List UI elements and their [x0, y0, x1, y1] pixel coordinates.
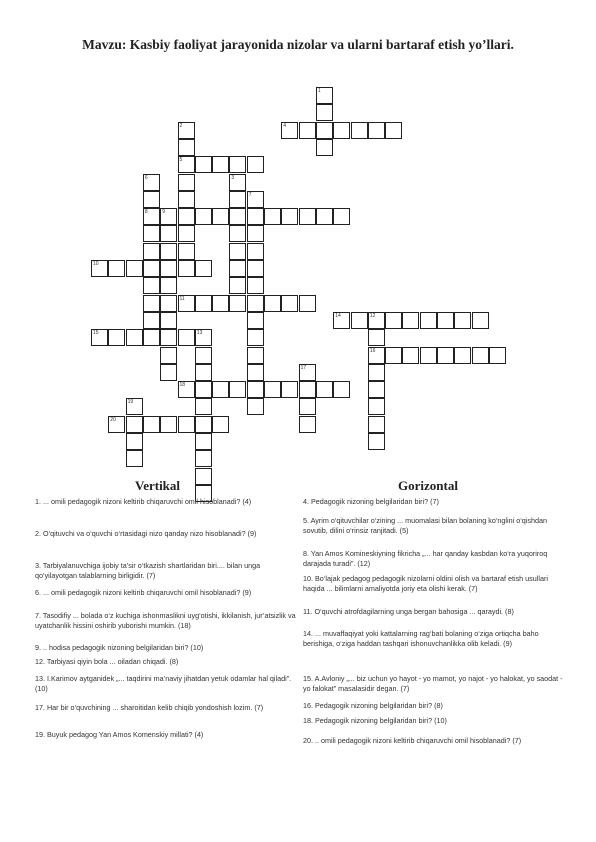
grid-cell[interactable]	[333, 208, 350, 225]
grid-cell[interactable]	[247, 295, 264, 312]
grid-cell[interactable]	[299, 381, 316, 398]
grid-cell[interactable]	[437, 347, 454, 364]
grid-cell[interactable]	[402, 312, 419, 329]
grid-cell[interactable]	[229, 208, 246, 225]
grid-cell[interactable]	[368, 347, 385, 364]
grid-cell[interactable]	[143, 329, 160, 346]
grid-cell[interactable]	[195, 450, 212, 467]
grid-cell[interactable]	[229, 156, 246, 173]
vertical-clue-12: 12. Tarbiyasi qiyin bola ... oiladan chiqadi. (8)	[35, 657, 179, 666]
grid-cell[interactable]	[126, 398, 143, 415]
horizontal-heading: Gorizontal	[398, 478, 458, 493]
grid-cell[interactable]	[195, 398, 212, 415]
grid-cell[interactable]	[195, 468, 212, 485]
grid-cell[interactable]	[299, 398, 316, 415]
clue-number: 6	[144, 174, 148, 181]
vertical-clue-19: 19. Buyuk pedagog Yan Amos Komenskiy millati? (4)	[35, 730, 204, 739]
grid-cell[interactable]	[472, 347, 489, 364]
clue-number: 1	[317, 88, 321, 94]
grid-cell[interactable]	[160, 416, 177, 433]
grid-cell[interactable]	[143, 416, 160, 433]
grid-cell[interactable]	[368, 312, 385, 329]
grid-cell[interactable]	[108, 329, 125, 346]
vertical-clue-6: 6. ... omili pedagogik nizoni keltirib chiqaruvchi omil hisoblanadi? (9)	[35, 588, 252, 597]
grid-cell[interactable]	[143, 191, 160, 208]
grid-cell[interactable]	[143, 260, 160, 277]
grid-cell[interactable]	[160, 208, 177, 225]
grid-cell[interactable]	[281, 381, 298, 398]
grid-cell[interactable]	[212, 416, 229, 433]
clue-number: 11	[179, 295, 185, 302]
grid-cell[interactable]	[299, 122, 316, 139]
grid-cell[interactable]	[247, 277, 264, 294]
grid-cell[interactable]	[264, 381, 281, 398]
grid-cell[interactable]	[299, 364, 316, 381]
grid-cell[interactable]	[195, 416, 212, 433]
grid-cell[interactable]	[299, 208, 316, 225]
grid-cell[interactable]	[143, 295, 160, 312]
grid-cell[interactable]	[178, 156, 195, 173]
grid-cell[interactable]	[489, 347, 506, 364]
grid-cell[interactable]	[178, 122, 195, 139]
horizontal-clue-20: 20. .. omili pedagogik nizoni keltirib chiqaruvchi omil hisoblanadi? (7)	[303, 736, 522, 745]
grid-cell[interactable]	[178, 139, 195, 156]
grid-cell[interactable]	[247, 381, 264, 398]
grid-cell[interactable]	[316, 381, 333, 398]
grid-cell[interactable]	[333, 312, 350, 329]
grid-cell[interactable]	[316, 208, 333, 225]
clue-number: 18	[179, 382, 186, 389]
grid-cell[interactable]	[316, 87, 333, 104]
grid-cell[interactable]	[385, 122, 402, 139]
horizontal-clue-5: 5. Ayrim o‘qituvchilar o‘zining ... muomalasi bilan bolaning ko‘nglini o‘qishdan sovutib, dilini o‘rinsiz ranjitadi. (5)	[303, 516, 547, 535]
vertical-clue-3: 3. Tarbiyalanuvchiga ijobiy ta’sir o‘tkazish shartlaridan biri.... bilan unga qo‘yilayotgan talablarning birligidir. (7)	[35, 561, 261, 580]
grid-cell[interactable]	[143, 312, 160, 329]
grid-cell[interactable]	[160, 277, 177, 294]
grid-cell[interactable]	[108, 416, 125, 433]
clue-number: 2	[179, 122, 183, 129]
grid-cell[interactable]	[247, 225, 264, 242]
grid-cell[interactable]	[247, 312, 264, 329]
grid-cell[interactable]	[420, 347, 437, 364]
grid-cell[interactable]	[368, 381, 385, 398]
clue-number: 7	[248, 191, 252, 198]
grid-cell[interactable]	[178, 225, 195, 242]
grid-cell[interactable]	[368, 433, 385, 450]
grid-cell[interactable]	[229, 191, 246, 208]
vertical-clue-13: 13. I.Karimov aytganidek „... taqdirini ma’naviy jihatdan yetuk odamlar hal qiladi”. (10)	[35, 674, 292, 693]
grid-cell[interactable]	[126, 450, 143, 467]
grid-cell[interactable]	[178, 381, 195, 398]
grid-cell[interactable]	[160, 347, 177, 364]
grid-cell[interactable]	[247, 364, 264, 381]
grid-cell[interactable]	[229, 174, 246, 191]
horizontal-clue-11: 11. O‘quvchi atrofdagilarning unga bergan bahosiga ... qaraydi. (8)	[303, 607, 514, 616]
grid-cell[interactable]	[160, 295, 177, 312]
clue-number: 19	[127, 399, 134, 406]
grid-cell[interactable]	[178, 416, 195, 433]
grid-cell[interactable]	[178, 208, 195, 225]
grid-cell[interactable]	[368, 416, 385, 433]
grid-cell[interactable]	[333, 122, 350, 139]
grid-cell[interactable]	[281, 122, 298, 139]
grid-cell[interactable]	[143, 174, 160, 191]
grid-cell[interactable]	[178, 260, 195, 277]
grid-cell[interactable]	[195, 295, 212, 312]
grid-cell[interactable]	[229, 277, 246, 294]
vertical-clue-7: 7. Tasodifiy ... bolada o‘z kuchiga ishonmaslikni uyg‘otishi, ikkilanish, jur’atsizlik va uyatchanlik hissini oshirib yuborishi mumkin. (18)	[35, 611, 296, 630]
grid-cell[interactable]	[143, 277, 160, 294]
grid-cell[interactable]	[299, 295, 316, 312]
grid-cell[interactable]	[178, 174, 195, 191]
grid-cell[interactable]	[160, 225, 177, 242]
grid-cell[interactable]	[195, 381, 212, 398]
grid-cell[interactable]	[437, 312, 454, 329]
horizontal-clue-10: 10. Bo‘lajak pedagog pedagogik nizolarni oldini olish va bartaraf etish usullari haqida ... bilimlarni amaliyotda joriy eta olishi kerak. (7)	[303, 574, 548, 593]
grid-cell[interactable]	[316, 139, 333, 156]
grid-cell[interactable]	[247, 260, 264, 277]
grid-cell[interactable]	[247, 191, 264, 208]
horizontal-clue-18: 18. Pedagogik nizoning belgilaridan biri? (10)	[303, 716, 447, 725]
grid-cell[interactable]	[178, 191, 195, 208]
grid-cell[interactable]	[160, 260, 177, 277]
vertical-clue-2: 2. O‘qituvchi va o‘quvchi o‘rtasidagi nizo qanday nizo hisoblanadi? (9)	[35, 529, 257, 538]
clue-number: 14	[335, 312, 341, 319]
grid-cell[interactable]	[195, 364, 212, 381]
grid-cell[interactable]	[264, 295, 281, 312]
grid-cell[interactable]	[229, 295, 246, 312]
grid-cell[interactable]	[212, 295, 229, 312]
grid-cell[interactable]	[454, 347, 471, 364]
grid-cell[interactable]	[160, 329, 177, 346]
grid-cell[interactable]	[247, 329, 264, 346]
grid-cell[interactable]	[143, 225, 160, 242]
grid-cell[interactable]	[368, 122, 385, 139]
grid-cell[interactable]	[143, 243, 160, 260]
clue-number: 8	[144, 209, 148, 216]
grid-cell[interactable]	[472, 312, 489, 329]
grid-cell[interactable]	[229, 381, 246, 398]
grid-cell[interactable]	[281, 295, 298, 312]
vertical-heading: Vertikal	[135, 478, 181, 493]
grid-cell[interactable]	[351, 122, 368, 139]
grid-cell[interactable]	[368, 364, 385, 381]
grid-cell[interactable]	[316, 122, 333, 139]
grid-cell[interactable]	[316, 104, 333, 121]
grid-cell[interactable]	[195, 260, 212, 277]
clue-number: 17	[300, 364, 307, 371]
clue-number: 5	[179, 157, 183, 164]
grid-cell[interactable]	[420, 312, 437, 329]
grid-cell[interactable]	[195, 329, 212, 346]
grid-cell[interactable]	[212, 156, 229, 173]
horizontal-clue-8: 8. Yan Amos Komineskiyning fikricha „... har qanday kasbdan ko‘ra yuqoriroq darajada turadi”. (12)	[303, 549, 548, 568]
horizontal-clue-15: 15. A.Avloniy „... biz uchun yo hayot - yo mamot, yo najot - yo halokat, yo saodat - yo falokat” masalasidir degan. (7)	[303, 674, 563, 693]
horizontal-clue-14: 14. ... muvaffaqiyat yoki kattalarning rag‘bati bolaning o‘ziga ortiqcha baho berishiga, o‘ziga haddan tashqari ishonuvchanlikka olib keladi. (9)	[303, 629, 539, 648]
grid-cell[interactable]	[91, 260, 108, 277]
grid-cell[interactable]	[195, 156, 212, 173]
grid-cell[interactable]	[247, 156, 264, 173]
vertical-clue-17: 17. Har bir o‘quvchining ... sharoitidan kelib chiqib yondoshish lozim. (7)	[35, 703, 264, 712]
grid-cell[interactable]	[178, 295, 195, 312]
grid-cell[interactable]	[385, 312, 402, 329]
grid-cell[interactable]	[126, 329, 143, 346]
grid-cell[interactable]	[229, 260, 246, 277]
clue-number: 10	[93, 261, 99, 267]
clue-number: 9	[162, 209, 165, 216]
grid-cell[interactable]	[247, 398, 264, 415]
grid-cell[interactable]	[212, 208, 229, 225]
grid-cell[interactable]	[368, 329, 385, 346]
grid-cell[interactable]	[160, 364, 177, 381]
clue-number: 3	[231, 174, 235, 181]
vertical-clue-9: 9. .. hodisa pedagogik nizoning belgilaridan biri? (10)	[35, 643, 204, 652]
grid-cell[interactable]	[281, 208, 298, 225]
page-title: Mavzu: Kasbiy faoliyat jarayonida nizolar va ularni bartaraf etish yo’llari.	[82, 37, 514, 52]
clue-number: 15	[93, 330, 99, 337]
grid-cell[interactable]	[126, 260, 143, 277]
grid-cell[interactable]	[91, 329, 108, 346]
grid-cell[interactable]	[229, 225, 246, 242]
grid-cell[interactable]	[247, 243, 264, 260]
vertical-clue-1: 1. ... omili pedagogik nizoni keltirib chiqaruvchi omil hisoblanadi? (4)	[35, 497, 252, 506]
grid-cell[interactable]	[195, 433, 212, 450]
grid-cell[interactable]	[195, 347, 212, 364]
grid-cell[interactable]	[126, 433, 143, 450]
clue-number: 12	[369, 312, 376, 319]
grid-cell[interactable]	[143, 208, 160, 225]
grid-cell[interactable]	[160, 243, 177, 260]
grid-cell[interactable]	[195, 208, 212, 225]
grid-cell[interactable]	[454, 312, 471, 329]
horizontal-clue-4: 4. Pedagogik nizoning belgilaridan biri? (7)	[303, 497, 439, 506]
grid-cell[interactable]	[229, 243, 246, 260]
grid-cell[interactable]	[178, 243, 195, 260]
clue-number: 13	[196, 330, 203, 337]
grid-cell[interactable]	[126, 416, 143, 433]
horizontal-clue-16: 16. Pedagogik nizoning belgilaridan biri? (8)	[303, 701, 443, 710]
clue-number: 20	[110, 416, 116, 423]
grid-cell[interactable]	[212, 381, 229, 398]
clue-number: 16	[369, 347, 376, 354]
grid-cell[interactable]	[351, 312, 368, 329]
clue-number: 4	[283, 122, 287, 129]
grid-cell[interactable]	[402, 347, 419, 364]
grid-cell[interactable]	[333, 381, 350, 398]
grid-cell[interactable]	[368, 398, 385, 415]
grid-cell[interactable]	[108, 260, 125, 277]
grid-cell[interactable]	[160, 312, 177, 329]
grid-cell[interactable]	[247, 208, 264, 225]
grid-cell[interactable]	[299, 416, 316, 433]
grid-cell[interactable]	[264, 208, 281, 225]
grid-cell[interactable]	[178, 329, 195, 346]
grid-cell[interactable]	[385, 347, 402, 364]
grid-cell[interactable]	[247, 347, 264, 364]
